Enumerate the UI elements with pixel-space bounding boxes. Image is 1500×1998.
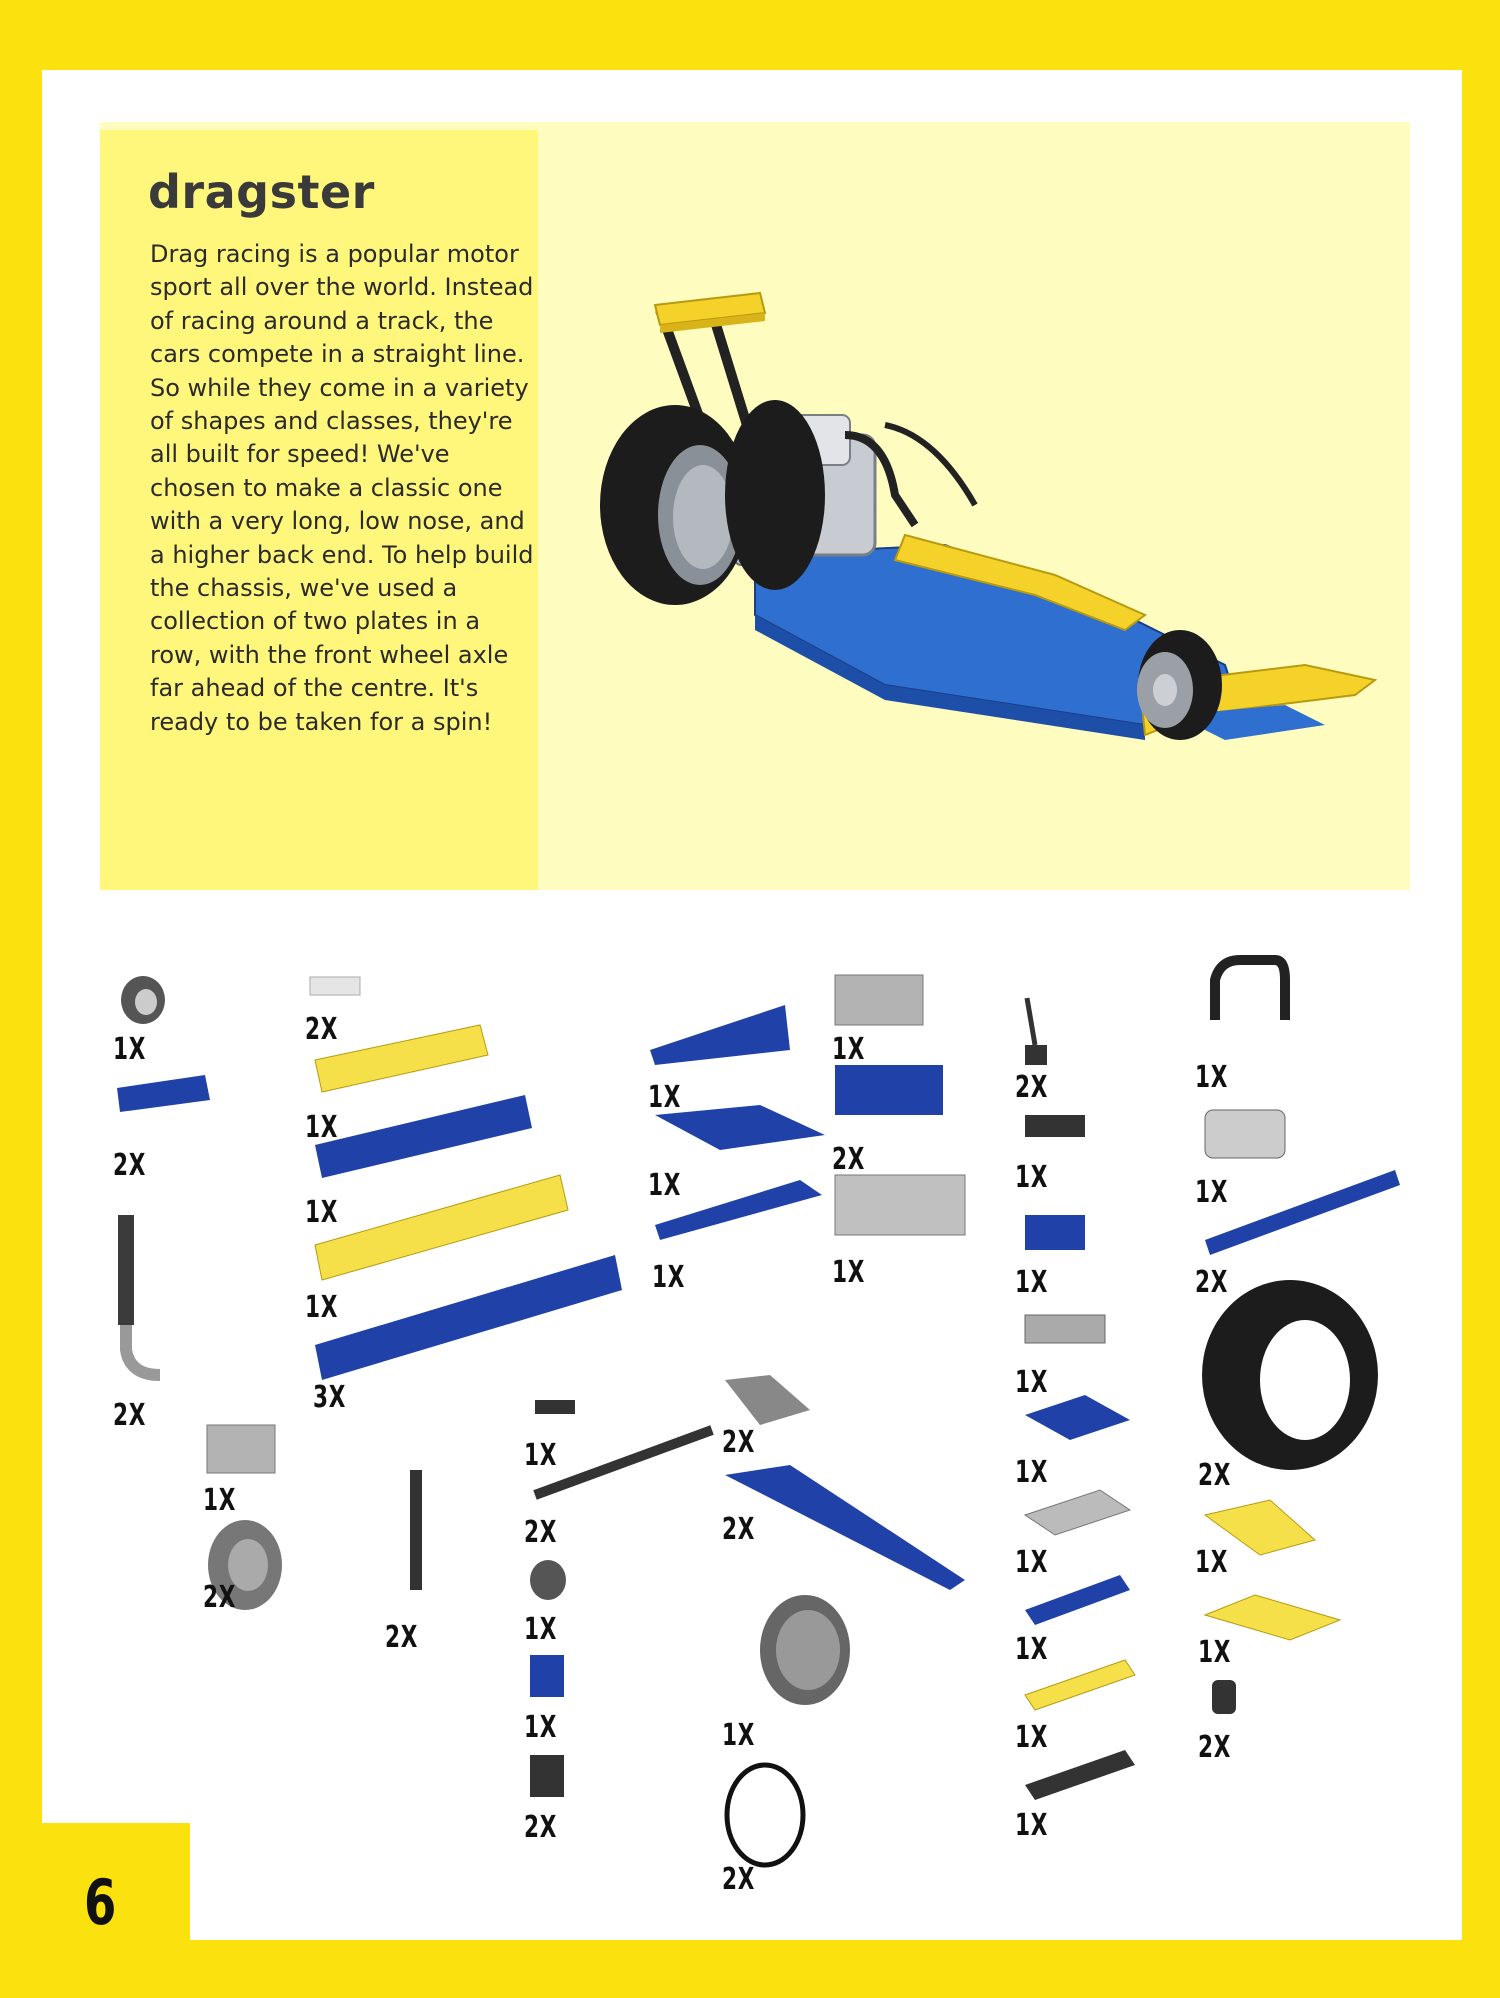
grey-brick-2x2-part xyxy=(835,975,923,1025)
part-quantity: 2X xyxy=(524,1810,558,1845)
blue-plate-1x4-part xyxy=(1025,1575,1130,1625)
part-quantity: 2X xyxy=(722,1512,756,1547)
grey-tile-part xyxy=(310,977,360,995)
part-quantity: 2X xyxy=(1015,1070,1049,1105)
yellow-plate-part xyxy=(315,1025,488,1092)
part-quantity: 1X xyxy=(113,1032,147,1067)
part-quantity: 1X xyxy=(524,1612,558,1647)
grey-curved-slope-part xyxy=(725,1375,810,1425)
grey-wheel-rim-part xyxy=(760,1595,850,1705)
black-lever-part xyxy=(1025,998,1047,1065)
part-quantity: 1X xyxy=(524,1438,558,1473)
part-quantity: 2X xyxy=(722,1425,756,1460)
part-quantity: 1X xyxy=(1195,1175,1229,1210)
page-title: dragster xyxy=(148,165,375,219)
part-quantity: 1X xyxy=(305,1195,339,1230)
part-quantity: 1X xyxy=(722,1718,756,1753)
part-quantity: 1X xyxy=(1195,1060,1229,1095)
part-quantity: 2X xyxy=(1195,1265,1229,1300)
black-long-axle-part xyxy=(535,1430,712,1495)
part-quantity: 1X xyxy=(648,1080,682,1115)
blue-tile-1x8-part xyxy=(1205,1170,1400,1255)
shock-absorber-part xyxy=(118,1215,160,1375)
blue-curved-slope-part xyxy=(725,1465,965,1590)
part-quantity: 2X xyxy=(524,1515,558,1550)
part-quantity: 1X xyxy=(1015,1455,1049,1490)
part-quantity: 1X xyxy=(1015,1720,1049,1755)
part-quantity: 1X xyxy=(1195,1545,1229,1580)
grey-plate-2x3-part xyxy=(1025,1490,1130,1535)
part-quantity: 1X xyxy=(305,1110,339,1145)
yellow-wedge-plate-part-2 xyxy=(1205,1595,1340,1640)
grey-grille-part xyxy=(1205,1110,1285,1158)
part-quantity: 1X xyxy=(203,1483,237,1518)
black-pin-part xyxy=(535,1400,575,1414)
part-quantity: 1X xyxy=(1198,1635,1232,1670)
part-quantity: 1X xyxy=(648,1168,682,1203)
part-quantity: 1X xyxy=(305,1290,339,1325)
black-round-brick-part xyxy=(1212,1680,1236,1714)
small-wheel-part xyxy=(121,976,165,1024)
part-quantity: 1X xyxy=(1015,1265,1049,1300)
part-quantity: 1X xyxy=(832,1032,866,1067)
grey-technic-brick-part xyxy=(207,1425,275,1473)
black-axle-part xyxy=(410,1470,422,1590)
blue-plate-part xyxy=(117,1075,210,1112)
page-number: 6 xyxy=(84,1866,117,1939)
blue-clip-part xyxy=(1025,1215,1085,1250)
part-quantity: 2X xyxy=(203,1580,237,1615)
part-quantity: 1X xyxy=(1015,1808,1049,1843)
part-quantity: 1X xyxy=(524,1710,558,1745)
yellow-plate-1x4-part xyxy=(1025,1660,1135,1710)
part-quantity: 1X xyxy=(1015,1365,1049,1400)
grey-plate-with-wheels-part xyxy=(1025,1315,1105,1343)
black-connector-part xyxy=(1025,1115,1085,1137)
black-handle-part xyxy=(1215,960,1285,1020)
black-brick-part xyxy=(530,1755,564,1797)
part-quantity: 3X xyxy=(313,1380,347,1415)
part-quantity: 2X xyxy=(1198,1458,1232,1493)
black-plate-1x4-part xyxy=(1025,1750,1135,1800)
blue-longest-plate-part xyxy=(315,1255,622,1380)
blue-long-plate-part xyxy=(315,1095,532,1178)
part-quantity: 2X xyxy=(722,1862,756,1897)
part-quantity: 2X xyxy=(1198,1730,1232,1765)
part-quantity: 2X xyxy=(305,1012,339,1047)
black-rubber-band-part xyxy=(727,1765,803,1865)
yellow-long-plate-part xyxy=(315,1175,568,1280)
blue-brick-1x4-part xyxy=(835,1065,943,1115)
part-quantity: 1X xyxy=(1015,1160,1049,1195)
part-quantity: 1X xyxy=(1015,1632,1049,1667)
blue-wedge-plate-part xyxy=(650,1005,790,1065)
part-quantity: 2X xyxy=(113,1398,147,1433)
black-gear-part xyxy=(530,1560,566,1600)
description-text: Drag racing is a popular motor sport all over the world. Instead of racing around a track, the cars compete in a straight line. So while they come in a variety of shapes and classes, they're all built for speed! We've chosen to make a classic one with a very long, low nose, and a higher back end. To help build the chassis, we've used a collection of two plates in a row, with the front wheel axle far ahead of the centre. It's ready to be taken for a spin! xyxy=(150,240,534,736)
part-quantity: 1X xyxy=(1015,1545,1049,1580)
part-quantity: 2X xyxy=(385,1620,419,1655)
black-tyre-part xyxy=(1202,1280,1378,1470)
part-quantity: 1X xyxy=(832,1255,866,1290)
part-quantity: 2X xyxy=(113,1148,147,1183)
part-quantity: 2X xyxy=(832,1142,866,1177)
grey-brick-2x4-part xyxy=(835,1175,965,1235)
blue-round-brick-part xyxy=(530,1655,564,1697)
part-quantity: 1X xyxy=(652,1260,686,1295)
blue-plate-2x2-part xyxy=(1025,1395,1130,1440)
